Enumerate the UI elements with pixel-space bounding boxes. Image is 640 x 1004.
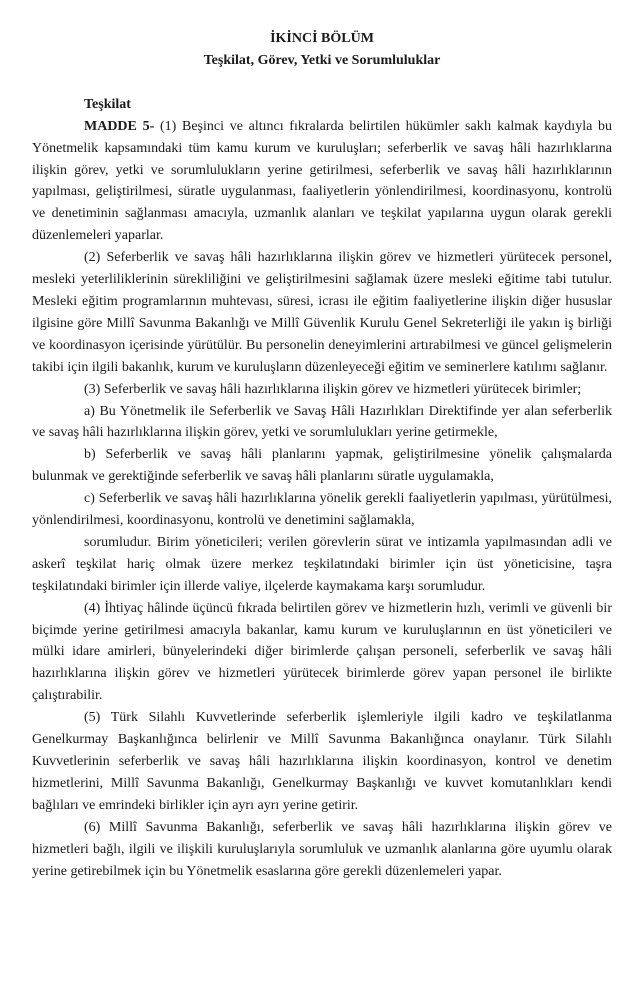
chapter-title: İKİNCİ BÖLÜM — [270, 31, 374, 46]
list-item-a: a) Bu Yönetmelik ile Seferberlik ve Savaş Hâli Hazırlıkları Direktifinde yer alan seferberlik ve savaş hâli hazırlıklarına ilişkin görev, yetki ve sorumlulukları yerine getirmekle, — [32, 403, 612, 441]
article-paragraph-3: (3) Seferberlik ve savaş hâli hazırlıklarına ilişkin görev ve hizmetleri yürütecek birimler; — [84, 381, 582, 397]
article-heading: Teşkilat — [84, 96, 131, 112]
article-body — [32, 116, 612, 883]
list-item-c: c) Seferberlik ve savaş hâli hazırlıklarına yönelik gerekli faaliyetlerin yapılması, yürütülmesi, yönlendirilmesi, koordinasyonu, kontrolü ve denetimini sağlamakla, — [32, 491, 612, 529]
article-paragraph-2: (2) Seferberlik ve savaş hâli hazırlıklarına ilişkin görev ve hizmetleri yürütecek personel, mesleki yeterliliklerinin sürekliliğini ve geliştirilmesini sağlamak üzere mesleki eğitime tabi tutulur. Mesleki eğitim programlarının muhtevası, süresi, icrası ile eğitim faaliyetlerine ilişkin diğer hususlar ilgisine göre Millî Savunma Bakanlığı ve Millî Güvenlik Kurulu Genel Sekreterliği ile yakın iş birliği ve koordinasyon içerisinde yürütülür. Bu personelin deneyimlerini artırabilmesi ve güncel gelişmelerin takibi için ilgili bakanlık, kurum ve kuruluşların düzenleyeceği eğitim ve seminerlere katılımı sağlanır. — [32, 250, 612, 375]
responsibility-paragraph: sorumludur. Birim yöneticileri; verilen görevlerin sürat ve intizamla yapılmasından adli ve askerî teşkilat hariç olmak üzere merkez teşkilatındaki birimler için üst yöneticisine, taşra teşkilatındaki birimler için illerde valiye, ilçelerde kaymakama karşı sorumludur. — [32, 534, 612, 594]
article-paragraph-1 — [32, 116, 612, 247]
article-paragraph-6: (6) Millî Savunma Bakanlığı, seferberlik ve savaş hâli hazırlıklarına ilişkin görev ve hizmetleri bağlı, ilgili ve ilişkili kuruluşlarıyla sorumluluk ve uzmanlık alanlarına göre uyumlu olarak yerine getirebilmek için bu Yönetmelik esaslarına göre gerekli düzenlemeleri yapar. — [32, 819, 612, 879]
list-item-b: b) Seferberlik ve savaş hâli planlarını yapmak, geliştirilmesine yönelik çalışmalarda bulunmak ve gerektiğinde seferberlik ve savaş hâli planlarını süratle uygulamakla, — [32, 447, 612, 485]
article-paragraph-5: (5) Türk Silahlı Kuvvetlerinde seferberlik işlemleriyle ilgili kadro ve teşkilatlanma Genelkurmay Başkanlığınca belirlenir ve Millî Savunma Bakanlığınca onaylanır. Türk Silahlı Kuvvetlerinin seferberlik ve savaş hâli hazırlıklarına ilişkin koordinasyon, kontrol ve denetim hizmetlerini, Millî Savunma Bakanlığı, Genelkurmay Başkanlığı ve kuvvet komutanlıkları kendi bağlıları ve emrindeki birlikler için ayrı ayrı yerine getirir. — [32, 710, 612, 813]
article-label: MADDE 5- — [84, 118, 155, 134]
article-paragraph-4: (4) İhtiyaç hâlinde üçüncü fıkrada belirtilen görev ve hizmetlerin hızlı, verimli ve güvenli bir biçimde yerine getirilmesi amacıyla bakanlar, kamu kurum ve kuruluşlarının en üst yöneticileri ve mülki idare amirleri, bünyelerindeki diğer birimlerde çalışan personeli, seferberlik ve savaş hâli hazırlıklarına ilişkin görev ve hizmetleri yürütecek birimlerde görev yapan personel ile birlikte çalıştırabilir. — [32, 600, 612, 704]
section-title: Teşkilat, Görev, Yetki ve Sorumluluklar — [203, 52, 441, 68]
document-page — [32, 28, 613, 882]
paragraph-1-text: (1) Beşinci ve altıncı fıkralarda belirtilen hükümler saklı kalmak kaydıyla bu Yönetmelik kapsamındaki tüm kamu kurum ve kuruluşları; seferberlik ve savaş hâli hazırlıklarına ilişkin görev, yetki ve sorumlulukların yerine getirilmesi, seferberlik ve savaş hâli hazırlıklarının yapılması, geliştirilmesi, süratle uygulanması, faaliyetlerin yönlendirilmesi, koordinasyonu, kontrolü ve denetiminin sağlanması amacıyla, uzmanlık alanları ve teşkilat yapılarına uygun olarak gerekli düzenlemeleri yaparlar. — [32, 118, 613, 244]
